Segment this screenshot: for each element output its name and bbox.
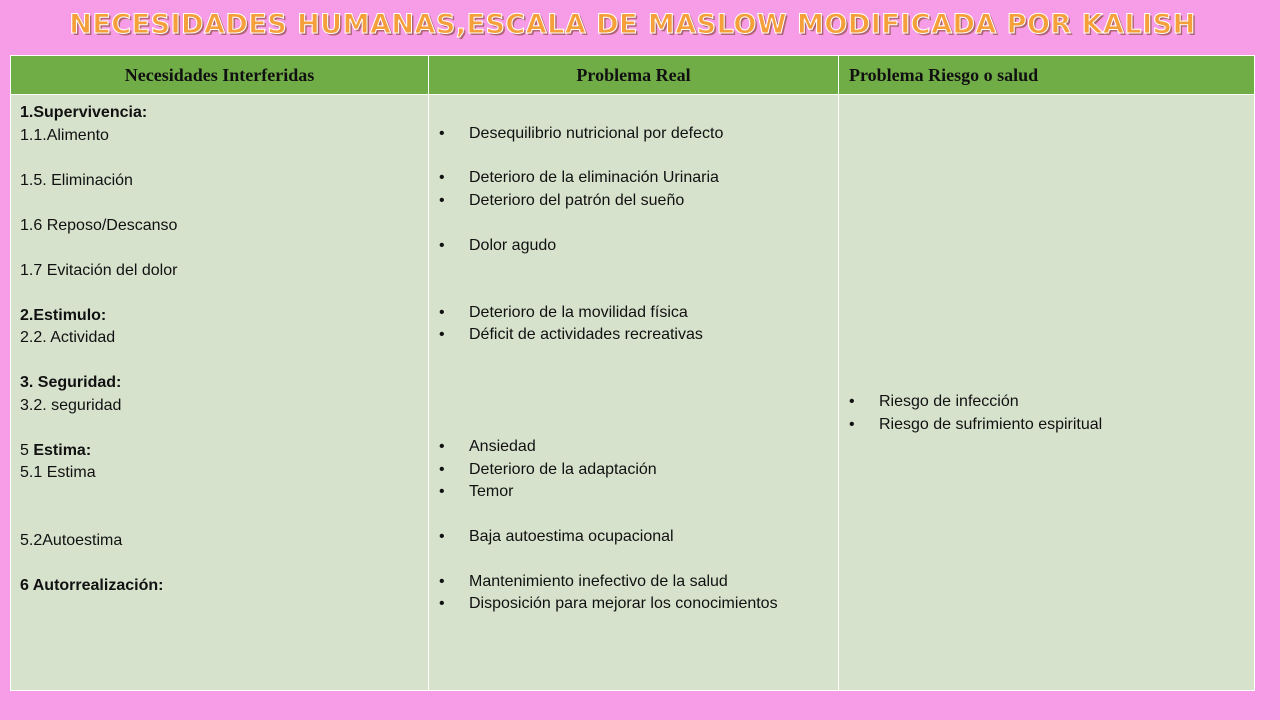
list-item: • Baja autoestima ocupacional — [439, 526, 674, 549]
need-estima-heading — [20, 440, 419, 463]
table-row — [11, 95, 1255, 691]
need-estima-number: 5 — [20, 441, 34, 459]
header-necesidades: Necesidades Interferidas — [11, 56, 429, 95]
list-item: • Déficit de actividades recreativas — [439, 324, 703, 347]
list-item: • Dolor agudo — [439, 235, 556, 258]
need-autoestima: 5.2Autoestima — [20, 531, 123, 549]
need-eliminacion: 1.5. Eliminación — [20, 171, 133, 189]
slide-title: NECESIDADES HUMANAS,ESCALA DE MASLOW MODIFICADA POR KALISH — [69, 9, 1196, 40]
need-evitacion-dolor: 1.7 Evitación del dolor — [20, 261, 178, 279]
need-estima: 5.1 Estima — [20, 464, 96, 481]
need-actividad: 2.2. Actividad — [20, 329, 116, 346]
list-item: • Desequilibrio nutricional por defecto — [439, 123, 723, 146]
real-problems-cell — [429, 95, 839, 691]
need-seguridad: 3.2. seguridad — [20, 396, 122, 414]
need-supervivencia: 1.Supervivencia: — [20, 104, 148, 121]
list-item: • Mantenimiento inefectivo de la salud — [439, 571, 728, 594]
list-item: • Disposición para mejorar los conocimientos — [439, 593, 778, 616]
table-header-row — [11, 56, 1255, 95]
list-item: • Deterioro del patrón del sueño — [439, 190, 684, 213]
header-problema-real: Problema Real — [429, 56, 839, 95]
need-alimento: 1.1.Alimento — [20, 126, 109, 144]
need-autorrealizacion: 6 Autorrealización: — [20, 576, 164, 594]
list-item: • Riesgo de infección — [849, 391, 1019, 414]
needs-list — [11, 95, 428, 597]
risk-problems-cell — [839, 95, 1255, 691]
list-item: • Deterioro de la adaptación — [439, 459, 657, 482]
need-reposo: 1.6 Reposo/Descanso — [20, 216, 178, 234]
list-item: • Ansiedad — [439, 436, 536, 459]
need-estima-label: Estima: — [33, 441, 92, 459]
needs-cell — [11, 95, 429, 691]
list-item: • Riesgo de sufrimiento espiritual — [849, 414, 1102, 437]
list-item: • Deterioro de la movilidad física — [439, 302, 688, 325]
need-seguridad-heading: 3. Seguridad: — [20, 374, 122, 391]
list-item: • Deterioro de la eliminación Urinaria — [439, 167, 719, 190]
need-estimulo: 2.Estimulo: — [20, 306, 107, 324]
maslow-table — [10, 55, 1255, 691]
header-problema-riesgo: Problema Riesgo o salud — [839, 56, 1255, 95]
list-item: • Temor — [439, 481, 513, 504]
